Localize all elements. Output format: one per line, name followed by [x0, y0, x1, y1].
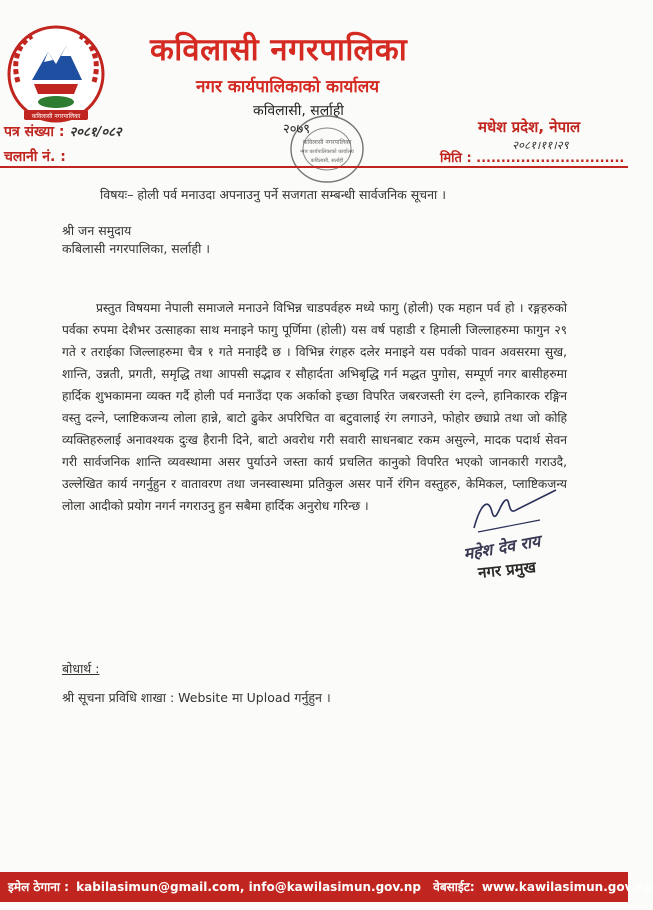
ref-number-row [4, 121, 122, 141]
office-subtitle: नगर कार्यपालिकाको कार्यालय [196, 77, 380, 97]
cc-label: बोधार्थ : [62, 661, 100, 676]
signature-scribble-icon [470, 486, 560, 540]
signatory-title: नगर प्रमुख [477, 558, 537, 582]
stamp-line-1: कविलासी नगरपालिका [302, 139, 352, 146]
addressee-line-2: कबिलासी नगरपालिका, सर्लाही । [62, 241, 211, 256]
ref-label: पत्र संख्या : [4, 124, 65, 140]
addressee-line-1: श्री जन समुदाय [62, 223, 132, 238]
notice-body: प्रस्तुत विषयमा नेपाली समाजले मनाउने विभिन्न चाडपर्वहरु मध्ये फागु (होली) एक महान पर्व हो । रङ्गहरुको पर्वका रुपमा देशैभर उत्साहका साथ मनाइने फागु पूर्णिमा (होली) यस वर्ष पहाडी र हिमाली जिल्लाहरुमा फागुन २९ गते र तराईका जिल्लाहरुमा चैत्र १ गते मनाईदै छ । विभिन्न रंगहरु दलेर मनाइने यस पर्वको पावन अवसरमा सुख, शान्ति, उन्नती, प्रगती, समृद्धि तथा आपसी सद्भाव र सौहार्दता अभिबृद्धि गर्न मद्धत पुगोस, सम्पूर्ण नगर बासीहरुमा हार्दिक शुभकामना व्यक्त गर्दै होली पर्व मनाउँदा एक अर्काको इच्छा विपरित जबरजस्ती रंग दल्ने, हानिकारक रङ्गिन वस्तु दल्ने, प्लाष्टिकजन्य लोला हान्ने, बाटो ढुकेर अपरिचित वा बटुवालाई रंग लगाउने, फोहोर छ्याप्ने तथा जो कोहि व्यक्तिहरुलाई अनावश्यक दुःख हैरानी दिने, बाटो अवरोध गरी सवारी साधनबाट रकम असुल्ने, मादक पदार्थ सेवन गरी सार्वजनिक शान्ति व्यवस्थामा असर पुर्याउने जस्ता कार्य प्रचलित कानुको विपरित भएको जानकारी गराउदै, उल्लेखित कार्य नगर्नुहुन र वातावरण तथा जनस्वास्थमा प्रतिकुल असर पार्ने रंगिन वस्तुहरु, केमिकल, प्लाष्टिकजन्य लोला आदीको प्रयोग नगर्न नगराउनु हुन सबैमा हार्दिक अनुरोध गरिन्छ । [62, 301, 567, 513]
cc-line: श्री सूचना प्रविधि शाखा : Website मा Upload गर्नुहुन । [62, 690, 331, 705]
dispatch-label: चलानी नं. : [4, 149, 66, 165]
province-label: मधेश प्रदेश, नेपाल [478, 118, 581, 136]
dispatch-row [4, 146, 66, 166]
date-label: मिति : .............................. [440, 151, 625, 166]
footer-website-label: वेबसाईट: [433, 880, 475, 894]
stamp-line-2: नगर कार्यपालिकाको कार्यालय [300, 149, 354, 155]
header-divider [0, 166, 628, 168]
signatory-name: महेश देव राय [462, 531, 542, 564]
year-fragment: २०७९ [283, 122, 311, 137]
municipality-emblem-icon [4, 22, 108, 128]
footer-emails[interactable]: kabilasimun@gmail.com, info@kawilasimun.gov.np [76, 880, 421, 894]
office-address: कविलासी, सर्लाही [253, 103, 344, 119]
footer-website[interactable]: www.kawilasimun.gov.np [481, 880, 653, 894]
handwritten-date: २०८१।११।२९ [512, 138, 569, 152]
stamp-line-3: कविलासी, सर्लाही [310, 158, 344, 164]
ref-value: २०८१/०८२ [69, 125, 122, 140]
footer-email-label: इमेल ठेगाना : [8, 880, 69, 894]
emblem-ribbon-text: कविलासी नगरपालिका [31, 113, 81, 120]
page-title: कविलासी नगरपालिका [150, 32, 408, 68]
footer-contact-bar [0, 872, 653, 902]
subject-line: विषयः– होली पर्व मनाउदा अपनाउनु पर्ने सजगता सम्बन्धी सार्वजनिक सूचना । [100, 187, 446, 202]
office-stamp-icon [288, 112, 366, 186]
